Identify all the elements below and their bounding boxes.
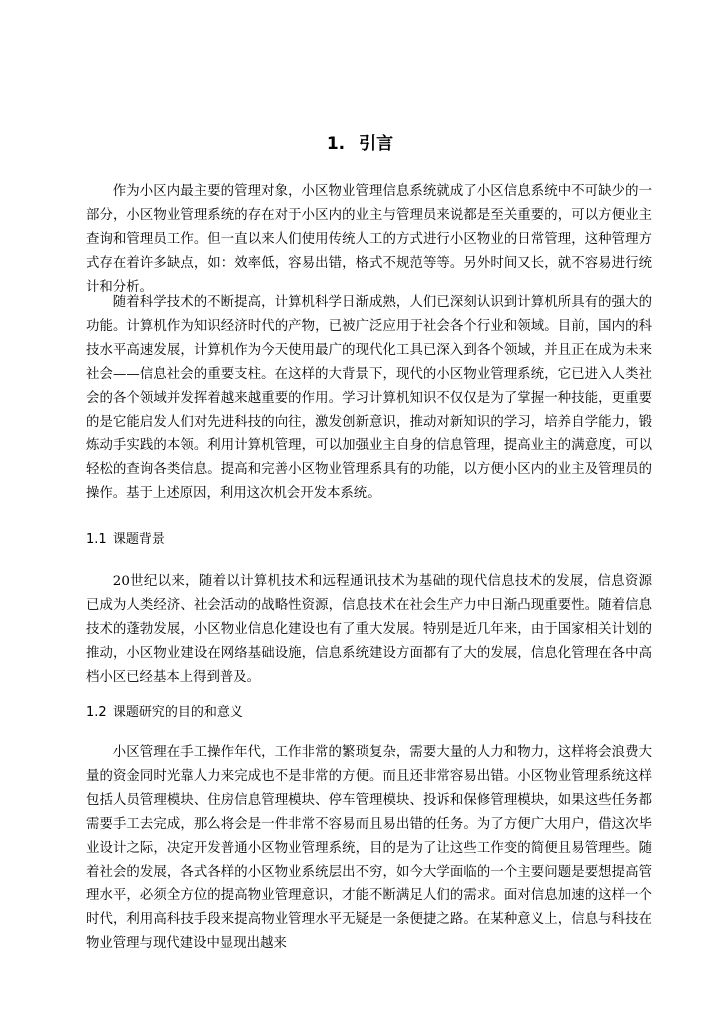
chapter-number: 1. (326, 134, 346, 154)
section-heading-1-2 (86, 703, 243, 723)
chapter-title-text: 引言 (359, 134, 394, 154)
section-number: 1.2 (86, 705, 107, 720)
section-title: 课题研究的目的和意义 (112, 705, 243, 720)
section-1-2-paragraph: 小区管理在手工操作年代，工作非常的繁琐复杂，需要大量的人力和物力，这样将会浪费大量的资金同时光靠人力来完成也不是非常的方便。而且还非常容易出错。小区物业管理系统这样包括人员管理模块、住房信息管理模块、停车管理模块、投诉和保修管理模块，如果这些任务都需要手工去完成，那么将会是一件非常不容易而且易出错的任务。为了方便广大用户，借这次毕业设计之际，决定开发普通小区物业管理系统，目的是为了让这些工作变的简便且易管理些。随着社会的发展，各式各样的小区物业系统层出不穷，如今大学面临的一个主要问题是要想提高管理水平，必须全方位的提高物业管理意识，才能不断满足人们的需求。面对信息加速的这样一个时代，利用高科技手段来提高物业管理水平无疑是一条便捷之路。在某种意义上，信息与科技在物业管理与现代建设中显现出越来 (86, 745, 652, 952)
intro-paragraph-2: 随着科学技术的不断提高，计算机科学日渐成熟，人们已深刻认识到计算机所具有的强大的功能。计算机作为知识经济时代的产物，已被广泛应用于社会各个行业和领域。目前，国内的科技水平高速发展，计算机作为今天使用最广的现代化工具已深入到各个领域，并且正在成为未来社会——信息社会的重要支柱。在这样的大背景下，现代的小区物业管理系统，它已进入人类社会的各个领域并发挥着越来越重要的作用。学习计算机知识不仅仅是为了掌握一种技能，更重要的是它能启发人们对先进科技的向往，激发创新意识，推动对新知识的学习，培养自学能力，锻炼动手实践的本领。利用计算机管理，可以加强业主自身的信息管理，提高业主的满意度，可以轻松的查询各类信息。提高和完善小区物业管理系具有的功能，以方便小区内的业主及管理员的操作。基于上述原因，利用这次机会开发本系统。 (86, 295, 652, 502)
section-number: 1.1 (86, 532, 107, 547)
intro-paragraph-1: 作为小区内最主要的管理对象，小区物业管理信息系统就成了小区信息系统中不可缺少的一部分，小区物业管理系统的存在对于小区内的业主与管理员来说都是至关重要的，可以方便业主查询和管理员工作。但一直以来人们使用传统人工的方式进行小区物业的日常管理，这种管理方式存在着许多缺点，如：效率低，容易出错，格式不规范等等。另外时间又长，就不容易进行统计和分析。 (86, 184, 652, 295)
section-title: 课题背景 (112, 532, 165, 547)
section-1-1-paragraph: 20世纪以来，随着以计算机技术和远程通讯技术为基础的现代信息技术的发展，信息资源已成为人类经济、社会活动的战略性资源，信息技术在社会生产力中日渐凸现重要性。随着信息技术的蓬勃发展，小区物业信息化建设也有了重大发展。特别是近几年来，由于国家相关计划的推动，小区物业建设在网络基础设施，信息系统建设方面都有了大的发展，信息化管理在各中高档小区已经基本上得到普及。 (86, 574, 652, 685)
section-heading-1-1 (86, 530, 165, 550)
chapter-title (0, 133, 720, 155)
